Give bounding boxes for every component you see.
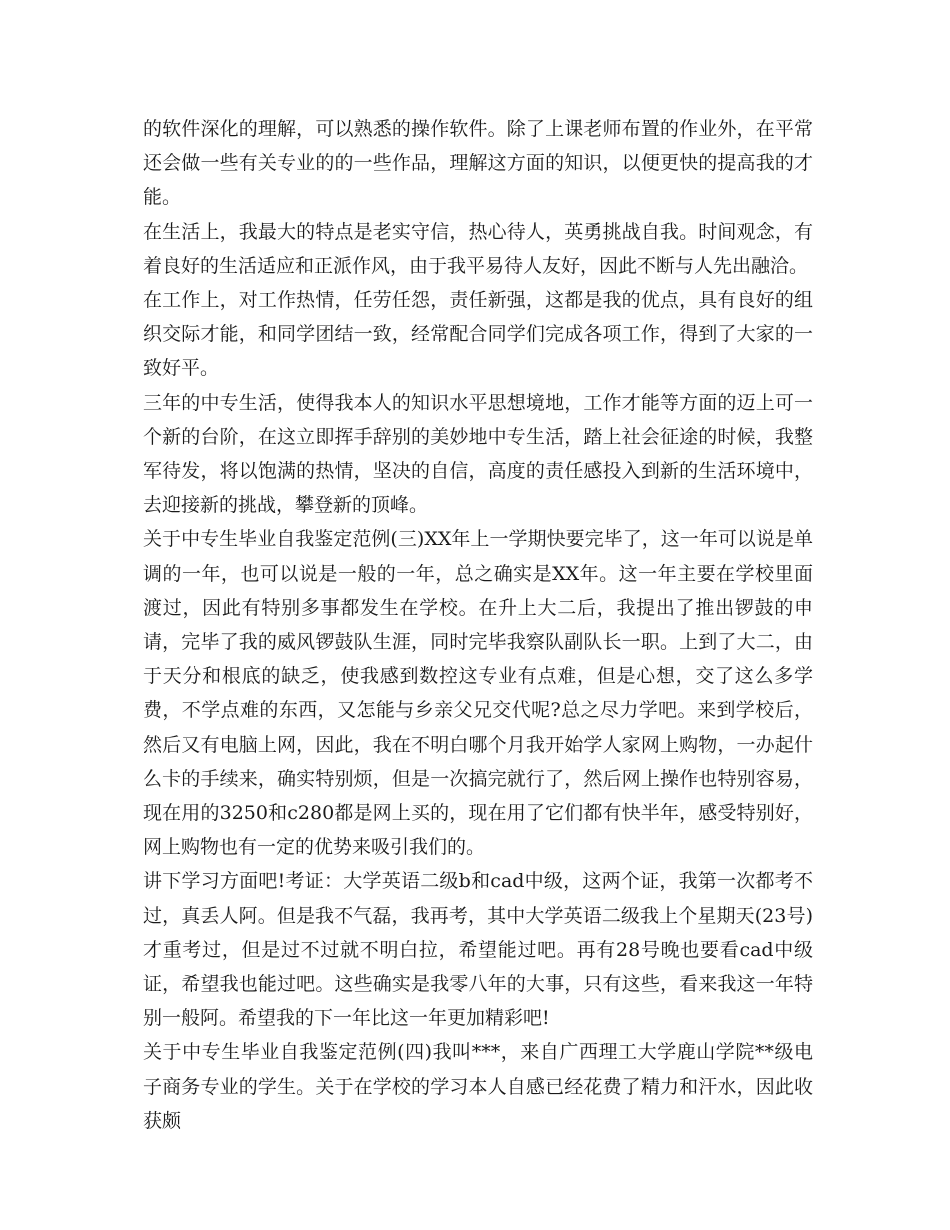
paragraph-software-study: 的软件深化的理解，可以熟悉的操作软件。除了上课老师布置的作业外，在平常还会做一些有关专业的的一些作品，理解这方面的知识，以便更快的提高我的才能。 (143, 118, 813, 209)
document-body (143, 112, 813, 1138)
paragraph-example-three: 关于中专生毕业自我鉴定范例(三)XX年上一学期快要完毕了，这一年可以说是单调的一年，也可以说是一般的一年，总之确实是XX年。这一年主要在学校里面渡过，因此有特别多事都发生在学校。在升上大二后，我提出了推出锣鼓的申请，完毕了我的威风锣鼓队生涯，同时完毕我察队副队长一职。上到了大二，由于天分和根底的缺乏，使我感到数控这专业有点难，但是心想，交了这么多学费，不学点难的东西，又怎能与乡亲父兄交代呢?总之尽力学吧。来到学校后，然后又有电脑上网，因此，我在不明白哪个月我开始学人家网上购物，一办起什么卡的手续来，确实特别烦，但是一次搞完就行了，然后网上操作也特别容易，现在用的3250和c280都是网上买的，现在用了它们都有快半年，感受特别好，网上购物也有一定的优势来吸引我们的。 (143, 528, 813, 859)
paragraph-study-exams: 讲下学习方面吧!考证：大学英语二级b和cad中级，这两个证，我第一次都考不过，真丢人阿。但是我不气磊，我再考，其中大学英语二级我上个星期天(23号)才重考过，但是过不过就不明白拉，希望能过吧。再有28号晚也要看cad中级证，希望我也能过吧。这些确实是我零八年的大事，只有这些，看来我这一年特别一般阿。希望我的下一年比这一年更加精彩吧! (143, 870, 813, 1030)
paragraph-example-four: 关于中专生毕业自我鉴定范例(四)我叫***，来自广西理工大学鹿山学院**级电子商务专业的学生。关于在学校的学习本人自感已经花费了精力和汗水，因此收获颇 (143, 1041, 813, 1132)
paragraph-life: 在生活上，我最大的特点是老实守信，热心待人，英勇挑战自我。时间观念，有着良好的生活适应和正派作风，由于我平易待人友好，因此不断与人先出融洽。 (143, 220, 813, 277)
paragraph-work: 在工作上，对工作热情，任劳任怨，责任新强，这都是我的优点，具有良好的组织交际才能，和同学团结一致，经常配合同学们完成各项工作，得到了大家的一致好平。 (143, 289, 813, 380)
paragraph-three-years: 三年的中专生活，使得我本人的知识水平思想境地，工作才能等方面的迈上可一个新的台阶，在这立即挥手辞别的美妙地中专生活，踏上社会征途的时候，我整军待发，将以饱满的热情，坚决的自信，高度的责任感投入到新的生活环境中，去迎接新的挑战，攀登新的顶峰。 (143, 391, 813, 517)
